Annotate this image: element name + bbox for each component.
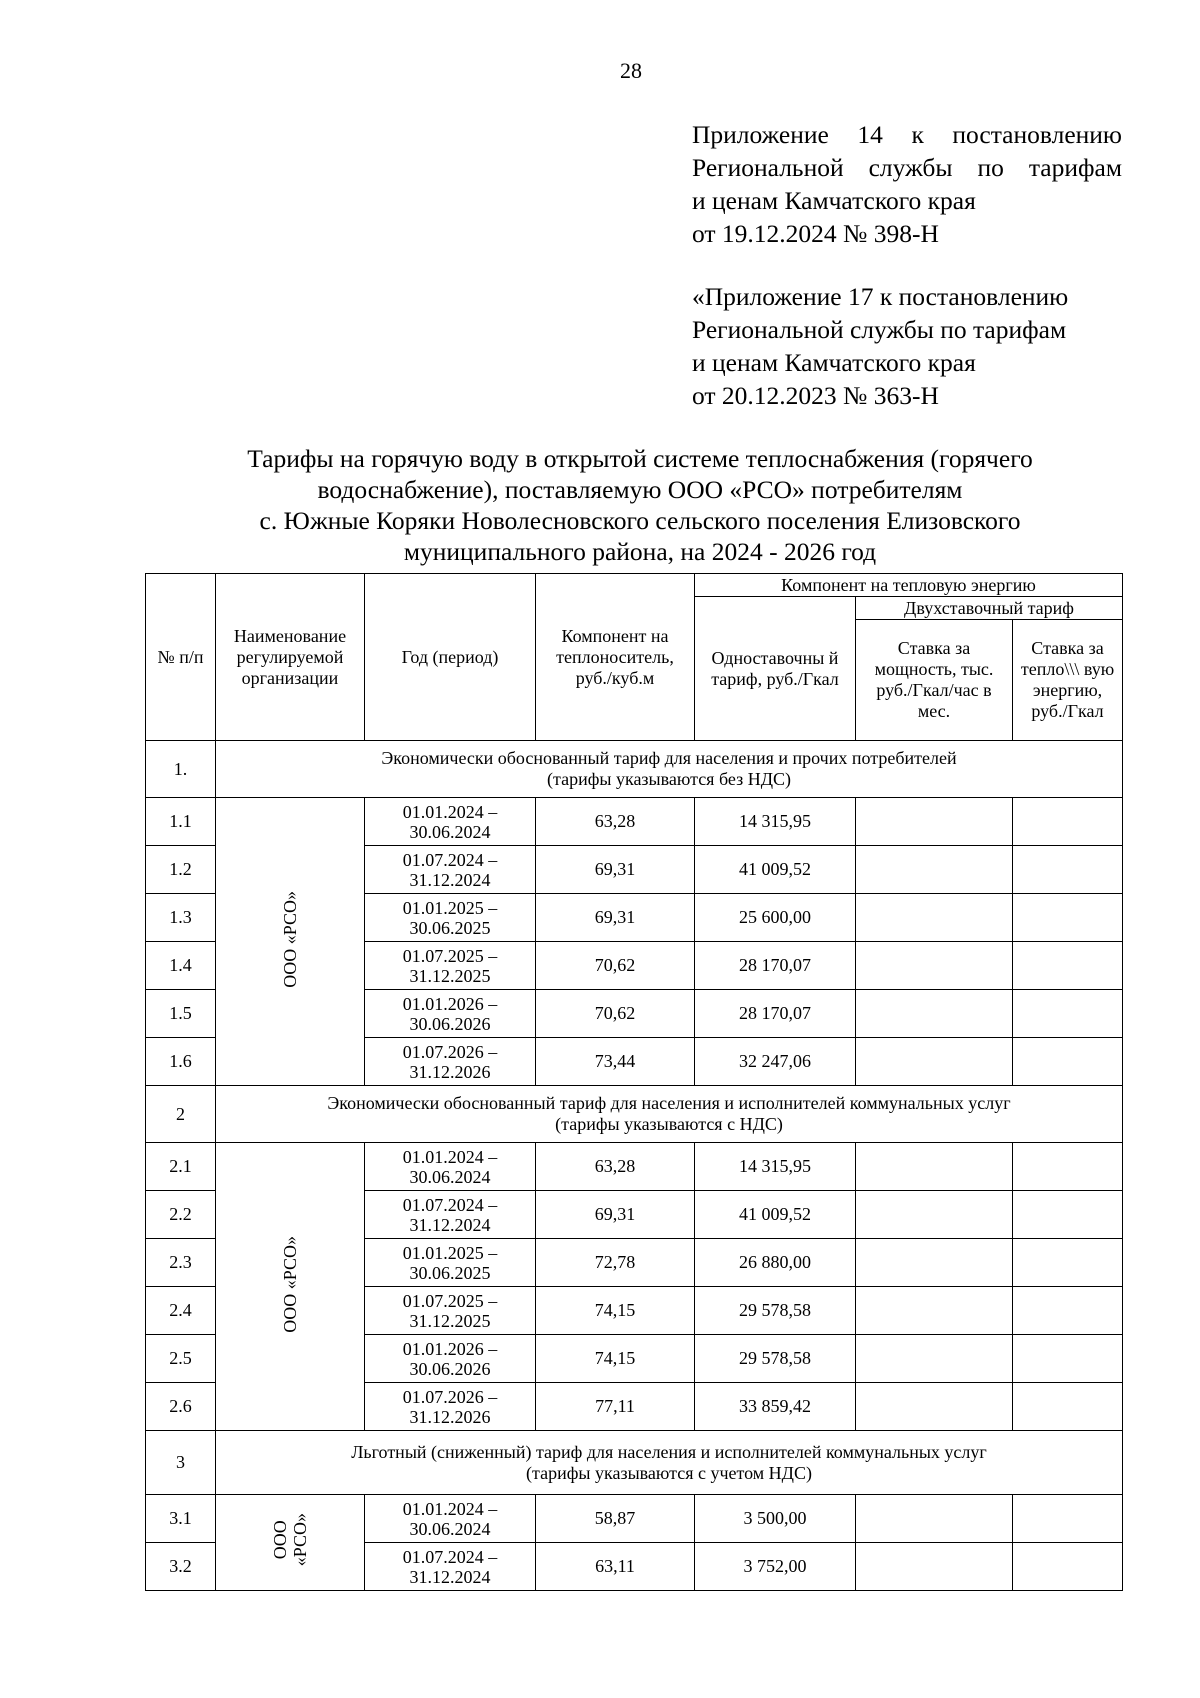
header-org: Наименование регулируемой организации: [216, 574, 365, 741]
annex-current-line-2: Региональной службы по тарифам: [692, 153, 1122, 182]
header-num: № п/п: [146, 574, 216, 741]
row-energy-rate: [1013, 1543, 1123, 1591]
table-row: [146, 1495, 1123, 1543]
org-name: ООО «РСО»: [280, 890, 300, 988]
period-from: 01.07.2025 –: [402, 1290, 498, 1311]
row-capacity-rate: [856, 1495, 1013, 1543]
row-energy-rate: [1013, 894, 1123, 942]
row-energy-rate: [1013, 1335, 1123, 1383]
section-title-line-1: Экономически обоснованный тариф для населения и прочих потребителей: [381, 748, 957, 768]
period-to: 30.06.2024: [409, 821, 491, 842]
row-period: [365, 894, 536, 942]
period-from: 01.01.2026 –: [402, 1338, 498, 1359]
section-title: [216, 741, 1123, 798]
section-title-line-2: (тарифы указываются без НДС): [547, 769, 791, 789]
row-num: 3.2: [146, 1543, 216, 1591]
row-capacity-rate: [856, 1383, 1013, 1431]
row-period: [365, 1495, 536, 1543]
period-from: 01.07.2024 –: [402, 849, 498, 870]
row-carrier: 63,28: [536, 1143, 695, 1191]
row-single-rate: 41 009,52: [695, 846, 856, 894]
row-period: [365, 1038, 536, 1086]
row-carrier: 58,87: [536, 1495, 695, 1543]
table-row: [146, 798, 1123, 846]
section-num: 2: [146, 1086, 216, 1143]
row-capacity-rate: [856, 1191, 1013, 1239]
period-from: 01.07.2024 –: [402, 1546, 498, 1567]
row-period: [365, 846, 536, 894]
period-to: 31.12.2024: [409, 1214, 491, 1235]
row-energy-rate: [1013, 1383, 1123, 1431]
section-row: [146, 1431, 1123, 1495]
period-to: 31.12.2024: [409, 869, 491, 890]
title-line-4: муниципального района, на 2024 - 2026 год: [403, 537, 877, 566]
row-carrier: 63,28: [536, 798, 695, 846]
row-carrier: 69,31: [536, 846, 695, 894]
row-capacity-rate: [856, 894, 1013, 942]
section-row: [146, 741, 1123, 798]
row-capacity-rate: [856, 798, 1013, 846]
period-from: 01.01.2025 –: [402, 1242, 498, 1263]
row-single-rate: 32 247,06: [695, 1038, 856, 1086]
org-name-line-2: «РСО»: [290, 1513, 310, 1567]
row-num: 2.6: [146, 1383, 216, 1431]
row-carrier: 77,11: [536, 1383, 695, 1431]
row-energy-rate: [1013, 1495, 1123, 1543]
period-from: 01.01.2024 –: [402, 801, 498, 822]
row-num: 1.6: [146, 1038, 216, 1086]
row-energy-rate: [1013, 942, 1123, 990]
row-period: [365, 1383, 536, 1431]
header-single-rate: Одноставочны й тариф, руб./Гкал: [695, 597, 856, 741]
row-period: [365, 798, 536, 846]
row-period: [365, 1287, 536, 1335]
page-number: 28: [620, 58, 642, 83]
row-num: 2.4: [146, 1287, 216, 1335]
row-num: 1.3: [146, 894, 216, 942]
header-energy-group: Компонент на тепловую энергию: [695, 574, 1123, 597]
period-to: 30.06.2026: [409, 1013, 491, 1034]
tariff-table: [145, 573, 1123, 1591]
period-from: 01.01.2024 –: [402, 1146, 498, 1167]
row-period: [365, 1239, 536, 1287]
document-title: [150, 443, 1130, 567]
period-from: 01.07.2026 –: [402, 1386, 498, 1407]
annex-previous-line-1: «Приложение 17 к постановлению: [692, 282, 1069, 311]
row-single-rate: 29 578,58: [695, 1287, 856, 1335]
section-num: 3: [146, 1431, 216, 1495]
section-title: [216, 1086, 1123, 1143]
row-num: 3.1: [146, 1495, 216, 1543]
section-num: 1.: [146, 741, 216, 798]
row-capacity-rate: [856, 1287, 1013, 1335]
row-capacity-rate: [856, 1143, 1013, 1191]
title-line-3: с. Южные Коряки Новолесновского сельского поселения Елизовского: [259, 506, 1021, 535]
period-to: 31.12.2026: [409, 1406, 491, 1427]
section-title-line-1: Льготный (сниженный) тариф для населения и исполнителей коммунальных услуг: [351, 1441, 987, 1462]
annex-current-line-3: и ценам Камчатского края: [692, 186, 976, 215]
table-row: [146, 1143, 1123, 1191]
org-name: ООО «РСО»: [280, 1235, 300, 1333]
row-num: 1.2: [146, 846, 216, 894]
section-title: [216, 1431, 1123, 1495]
title-line-2: водоснабжение), поставляемую ООО «РСО» потребителям: [317, 475, 963, 504]
row-period: [365, 1143, 536, 1191]
row-capacity-rate: [856, 942, 1013, 990]
row-single-rate: 3 752,00: [695, 1543, 856, 1591]
section-title-line-2: (тарифы указываются с учетом НДС): [526, 1462, 812, 1483]
period-to: 30.06.2025: [409, 917, 491, 938]
row-num: 2.5: [146, 1335, 216, 1383]
row-period: [365, 990, 536, 1038]
row-single-rate: 14 315,95: [695, 798, 856, 846]
row-carrier: 69,31: [536, 894, 695, 942]
header-energy-rate: Ставка за тепло\\\ вую энергию, руб./Гкал: [1013, 620, 1123, 741]
row-num: 2.3: [146, 1239, 216, 1287]
section-title-line-2: (тарифы указываются с НДС): [555, 1114, 783, 1134]
period-to: 31.12.2026: [409, 1061, 491, 1082]
row-carrier: 70,62: [536, 990, 695, 1038]
org-name-line-1: ООО: [270, 1520, 290, 1560]
row-energy-rate: [1013, 798, 1123, 846]
row-capacity-rate: [856, 1038, 1013, 1086]
row-carrier: 69,31: [536, 1191, 695, 1239]
row-carrier: 70,62: [536, 942, 695, 990]
period-to: 31.12.2024: [409, 1566, 491, 1587]
period-to: 31.12.2025: [409, 1310, 491, 1331]
header-carrier: Компонент на теплоноситель, руб./куб.м: [536, 574, 695, 741]
row-num: 1.4: [146, 942, 216, 990]
row-period: [365, 1335, 536, 1383]
section-row: [146, 1086, 1123, 1143]
section-title-line-1: Экономически обоснованный тариф для населения и исполнителей коммунальных услуг: [327, 1093, 1011, 1113]
row-period: [365, 942, 536, 990]
row-energy-rate: [1013, 1143, 1123, 1191]
period-from: 01.07.2024 –: [402, 1194, 498, 1215]
period-from: 01.01.2024 –: [402, 1498, 498, 1519]
row-single-rate: 29 578,58: [695, 1335, 856, 1383]
row-carrier: 73,44: [536, 1038, 695, 1086]
period-to: 30.06.2026: [409, 1358, 491, 1379]
row-single-rate: 14 315,95: [695, 1143, 856, 1191]
period-to: 30.06.2024: [409, 1518, 491, 1539]
row-capacity-rate: [856, 1239, 1013, 1287]
row-energy-rate: [1013, 1038, 1123, 1086]
org-cell: [216, 1143, 365, 1431]
row-num: 2.2: [146, 1191, 216, 1239]
row-single-rate: 25 600,00: [695, 894, 856, 942]
annex-current-line-1: Приложение 14 к постановлению: [692, 120, 1122, 149]
row-capacity-rate: [856, 990, 1013, 1038]
row-carrier: 74,15: [536, 1287, 695, 1335]
row-carrier: 63,11: [536, 1543, 695, 1591]
row-carrier: 72,78: [536, 1239, 695, 1287]
title-line-1: Тарифы на горячую воду в открытой системе теплоснабжения (горячего: [247, 444, 1033, 473]
org-cell: [216, 1495, 365, 1591]
row-period: [365, 1543, 536, 1591]
org-cell: [216, 798, 365, 1086]
row-energy-rate: [1013, 1239, 1123, 1287]
annex-previous-line-4: от 20.12.2023 № 363-Н: [692, 381, 939, 410]
row-energy-rate: [1013, 1287, 1123, 1335]
row-capacity-rate: [856, 1543, 1013, 1591]
row-single-rate: 41 009,52: [695, 1191, 856, 1239]
period-to: 30.06.2025: [409, 1262, 491, 1283]
row-single-rate: 26 880,00: [695, 1239, 856, 1287]
annex-current-line-4: от 19.12.2024 № 398-Н: [692, 219, 939, 248]
annex-previous-reference: [692, 280, 1122, 412]
period-from: 01.01.2026 –: [402, 993, 498, 1014]
row-num: 1.5: [146, 990, 216, 1038]
period-to: 31.12.2025: [409, 965, 491, 986]
row-capacity-rate: [856, 1335, 1013, 1383]
row-num: 1.1: [146, 798, 216, 846]
period-from: 01.01.2025 –: [402, 897, 498, 918]
row-single-rate: 28 170,07: [695, 990, 856, 1038]
org-name: [270, 1513, 310, 1566]
annex-previous-line-2: Региональной службы по тарифам: [692, 315, 1067, 344]
row-capacity-rate: [856, 846, 1013, 894]
row-period: [365, 1191, 536, 1239]
row-energy-rate: [1013, 846, 1123, 894]
row-energy-rate: [1013, 990, 1123, 1038]
row-single-rate: 28 170,07: [695, 942, 856, 990]
annex-current-reference: [692, 118, 1122, 250]
row-single-rate: 33 859,42: [695, 1383, 856, 1431]
period-from: 01.07.2025 –: [402, 945, 498, 966]
header-capacity-rate: Ставка за мощность, тыс. руб./Гкал/час в мес.: [856, 620, 1013, 741]
annex-previous-line-3: и ценам Камчатского края: [692, 348, 976, 377]
row-carrier: 74,15: [536, 1335, 695, 1383]
period-to: 30.06.2024: [409, 1166, 491, 1187]
row-num: 2.1: [146, 1143, 216, 1191]
row-single-rate: 3 500,00: [695, 1495, 856, 1543]
header-row-1: [146, 574, 1123, 597]
header-period: Год (период): [365, 574, 536, 741]
period-from: 01.07.2026 –: [402, 1041, 498, 1062]
row-energy-rate: [1013, 1191, 1123, 1239]
header-two-rate-group: Двухставочный тариф: [856, 597, 1123, 620]
